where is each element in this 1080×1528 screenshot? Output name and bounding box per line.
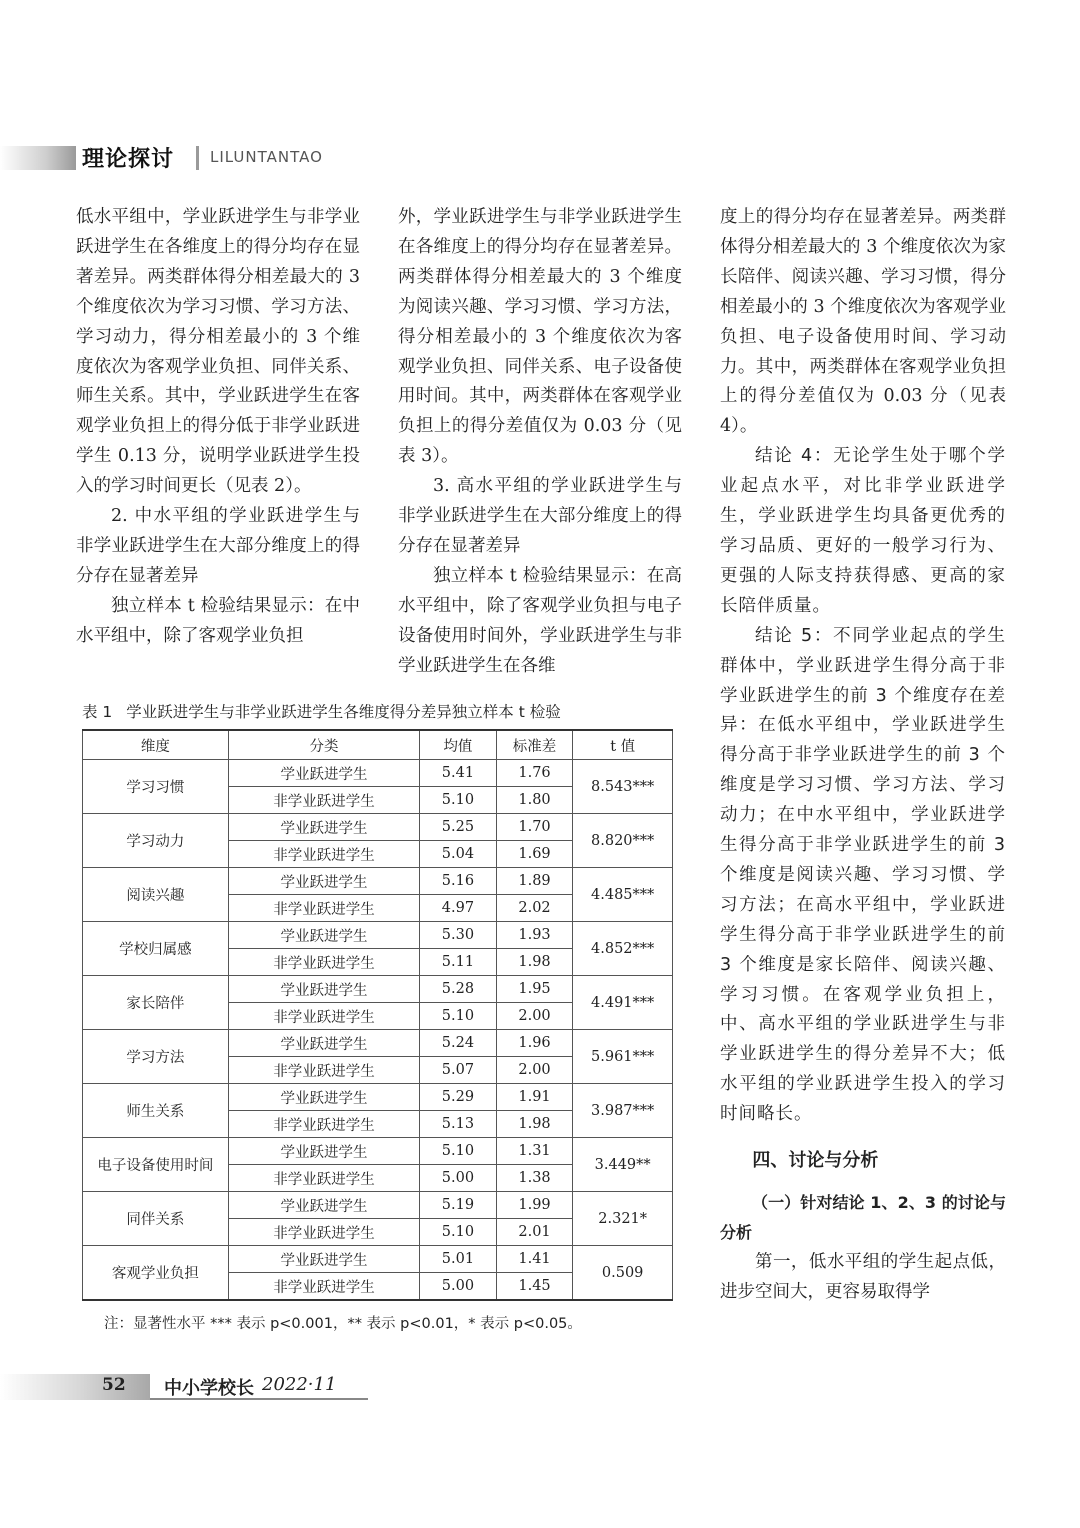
cell-sd: 1.96 bbox=[496, 1030, 573, 1057]
cell-category: 非学业跃进学生 bbox=[228, 787, 419, 814]
table-row bbox=[83, 760, 673, 787]
section-title: 理论探讨 bbox=[82, 147, 175, 172]
text-column-1 bbox=[76, 203, 360, 652]
cell-dimension: 学校归属感 bbox=[83, 922, 229, 976]
text-column-2 bbox=[398, 203, 682, 682]
cell-category: 学业跃进学生 bbox=[228, 922, 419, 949]
cell-category: 非学业跃进学生 bbox=[228, 949, 419, 976]
cell-mean: 5.24 bbox=[420, 1030, 497, 1057]
cell-dimension: 家长陪伴 bbox=[83, 976, 229, 1030]
page-number: 52 bbox=[102, 1375, 126, 1395]
cell-category: 学业跃进学生 bbox=[228, 868, 419, 895]
cell-sd: 1.98 bbox=[496, 1111, 573, 1138]
cell-category: 学业跃进学生 bbox=[228, 1192, 419, 1219]
subheading: 3. 高水平组的学业跃进学生与非学业跃进学生在大部分维度上的得分存在显著差异 bbox=[398, 476, 682, 556]
cell-sd: 1.70 bbox=[496, 814, 573, 841]
cell-sd: 1.99 bbox=[496, 1192, 573, 1219]
results-table bbox=[82, 729, 673, 1301]
cell-mean: 5.04 bbox=[420, 841, 497, 868]
cell-t-value: 8.820*** bbox=[573, 814, 673, 868]
cell-dimension: 阅读兴趣 bbox=[83, 868, 229, 922]
cell-category: 非学业跃进学生 bbox=[228, 1165, 419, 1192]
header-t-value: t 值 bbox=[573, 730, 673, 760]
cell-dimension: 师生关系 bbox=[83, 1084, 229, 1138]
cell-t-value: 3.449** bbox=[573, 1138, 673, 1192]
issue-number: 2022·11 bbox=[262, 1374, 337, 1395]
paragraph: 第一，低水平组的学生起点低，进步空间大，更容易取得学 bbox=[720, 1251, 1006, 1302]
cell-mean: 5.10 bbox=[420, 1003, 497, 1030]
cell-mean: 5.13 bbox=[420, 1111, 497, 1138]
table-row bbox=[83, 976, 673, 1003]
cell-category: 非学业跃进学生 bbox=[228, 1111, 419, 1138]
cell-sd: 2.01 bbox=[496, 1219, 573, 1246]
cell-category: 非学业跃进学生 bbox=[228, 895, 419, 922]
header-mean: 均值 bbox=[420, 730, 497, 760]
cell-category: 非学业跃进学生 bbox=[228, 841, 419, 868]
cell-mean: 5.28 bbox=[420, 976, 497, 1003]
cell-category: 学业跃进学生 bbox=[228, 760, 419, 787]
cell-mean: 5.11 bbox=[420, 949, 497, 976]
cell-mean: 5.00 bbox=[420, 1165, 497, 1192]
paragraph: 度上的得分均存在显著差异。两类群体得分相差最大的 3 个维度依次为家长陪伴、阅读兴趣、学习习惯，得分相差最小的 3 个维度依次为客观学业负担、电子设备使用时间、学习动力。其中，两类群体在客观学业负担上的得分差值仅为 0.03 分（见表 4）。 bbox=[720, 207, 1006, 437]
cell-sd: 1.80 bbox=[496, 787, 573, 814]
cell-t-value: 4.485*** bbox=[573, 868, 673, 922]
table-row bbox=[83, 1192, 673, 1219]
cell-dimension: 学习习惯 bbox=[83, 760, 229, 814]
cell-t-value: 0.509 bbox=[573, 1246, 673, 1301]
cell-dimension: 客观学业负担 bbox=[83, 1246, 229, 1301]
header-divider bbox=[196, 146, 199, 170]
table-row bbox=[83, 1246, 673, 1273]
cell-sd: 1.41 bbox=[496, 1246, 573, 1273]
magazine-name: 中小学校长 bbox=[164, 1378, 254, 1399]
header-sd: 标准差 bbox=[496, 730, 573, 760]
cell-dimension: 同伴关系 bbox=[83, 1192, 229, 1246]
table-note: 注：显著性水平 *** 表示 p<0.001，** 表示 p<0.01，* 表示 p<0.05。 bbox=[104, 1316, 582, 1332]
cell-sd: 2.00 bbox=[496, 1057, 573, 1084]
section-heading: 四、讨论与分析 bbox=[752, 1150, 879, 1172]
cell-mean: 5.16 bbox=[420, 868, 497, 895]
cell-sd: 1.31 bbox=[496, 1138, 573, 1165]
table-caption bbox=[82, 700, 672, 722]
cell-t-value: 4.852*** bbox=[573, 922, 673, 976]
paragraph: 独立样本 t 检验结果显示：在高水平组中，除了客观学业负担与电子设备使用时间外，学业跃进学生与非学业跃进学生在各维 bbox=[398, 565, 682, 676]
cell-t-value: 5.961*** bbox=[573, 1030, 673, 1084]
cell-sd: 1.95 bbox=[496, 976, 573, 1003]
cell-category: 非学业跃进学生 bbox=[228, 1057, 419, 1084]
cell-sd: 1.91 bbox=[496, 1084, 573, 1111]
cell-sd: 2.02 bbox=[496, 895, 573, 922]
table-body bbox=[83, 760, 673, 1301]
subheading: 2. 中水平组的学业跃进学生与非学业跃进学生在大部分维度上的得分存在显著差异 bbox=[76, 506, 360, 586]
conclusion-4: 结论 4：无论学生处于哪个学业起点水平，对比非学业跃进学生，学业跃进学生均具备更优秀的学习品质、更好的一般学习行为、更强的人际支持获得感、更高的家长陪伴质量。 bbox=[720, 446, 1006, 616]
cell-category: 学业跃进学生 bbox=[228, 1084, 419, 1111]
cell-category: 学业跃进学生 bbox=[228, 1246, 419, 1273]
cell-sd: 1.69 bbox=[496, 841, 573, 868]
cell-sd: 1.89 bbox=[496, 868, 573, 895]
cell-category: 非学业跃进学生 bbox=[228, 1003, 419, 1030]
conclusion-5: 结论 5：不同学业起点的学生群体中，学业跃进学生得分高于非学业跃进学生的前 3 个维度存在差异：在低水平组中，学业跃进学生得分高于非学业跃进学生的前 3 个维度是学习习惯、学习方法、学习动力；在中水平组中，学业跃进学生得分高于非学业跃进学生的前 3 个维度是阅读兴趣、学习习惯、学习方法；在高水平组中，学业跃进学生得分高于非学业跃进学生的前 3 个维度是家长陪伴、阅读兴趣、学习习惯。在客观学业负担上，中、高水平组的学业跃进学生与非学业跃进学生的得分差异不大；低水平组的学业跃进学生投入的学习时间略长。 bbox=[720, 625, 1006, 1125]
cell-mean: 4.97 bbox=[420, 895, 497, 922]
paragraph: 外，学业跃进学生与非学业跃进学生在各维度上的得分均存在显著差异。两类群体得分相差最大的 3 个维度为阅读兴趣、学习习惯、学习方法，得分相差最小的 3 个维度依次为客观学业负担、同伴关系、电子设备使用时间。其中，两类群体在客观学业负担上的得分差值仅为 0.03 分（见表 3）。 bbox=[398, 207, 682, 467]
cell-category: 非学业跃进学生 bbox=[228, 1273, 419, 1301]
cell-mean: 5.01 bbox=[420, 1246, 497, 1273]
cell-mean: 5.29 bbox=[420, 1084, 497, 1111]
cell-dimension: 学习方法 bbox=[83, 1030, 229, 1084]
cell-mean: 5.41 bbox=[420, 760, 497, 787]
cell-sd: 1.93 bbox=[496, 922, 573, 949]
table-row bbox=[83, 1030, 673, 1057]
cell-mean: 5.10 bbox=[420, 1219, 497, 1246]
cell-sd: 1.76 bbox=[496, 760, 573, 787]
cell-mean: 5.30 bbox=[420, 922, 497, 949]
table-caption-label: 表 1 bbox=[82, 703, 113, 721]
footer-decor-bar bbox=[0, 1374, 150, 1400]
cell-mean: 5.10 bbox=[420, 787, 497, 814]
table-row bbox=[83, 1138, 673, 1165]
table-row bbox=[83, 922, 673, 949]
cell-sd: 2.00 bbox=[496, 1003, 573, 1030]
paragraph: 独立样本 t 检验结果显示：在中水平组中，除了客观学业负担 bbox=[76, 595, 360, 646]
cell-sd: 1.45 bbox=[496, 1273, 573, 1301]
subsection-heading: （一）针对结论 1、2、3 的讨论与分析 bbox=[720, 1193, 1006, 1242]
header-decor-bar bbox=[0, 146, 76, 170]
table-row bbox=[83, 814, 673, 841]
cell-category: 学业跃进学生 bbox=[228, 1030, 419, 1057]
text-column-3 bbox=[720, 203, 1006, 1308]
table-caption-text: 学业跃进学生与非学业跃进学生各维度得分差异独立样本 t 检验 bbox=[126, 703, 561, 721]
paragraph: 低水平组中，学业跃进学生与非学业跃进学生在各维度上的得分均存在显著差异。两类群体得分相差最大的 3 个维度依次为学习习惯、学习方法、学习动力，得分相差最小的 3 个维度依次为客观学业负担、同伴关系、师生关系。其中，学业跃进学生在客观学业负担上的得分低于非学业跃进学生 0.13 分，说明学业跃进学生投入的学习时间更长（见表 2）。 bbox=[76, 207, 360, 497]
cell-sd: 1.38 bbox=[496, 1165, 573, 1192]
header-category: 分类 bbox=[228, 730, 419, 760]
cell-t-value: 8.543*** bbox=[573, 760, 673, 814]
table-row bbox=[83, 868, 673, 895]
cell-mean: 5.00 bbox=[420, 1273, 497, 1301]
cell-dimension: 学习动力 bbox=[83, 814, 229, 868]
cell-dimension: 电子设备使用时间 bbox=[83, 1138, 229, 1192]
cell-t-value: 3.987*** bbox=[573, 1084, 673, 1138]
cell-mean: 5.10 bbox=[420, 1138, 497, 1165]
cell-sd: 1.98 bbox=[496, 949, 573, 976]
table-row bbox=[83, 1084, 673, 1111]
cell-mean: 5.25 bbox=[420, 814, 497, 841]
cell-mean: 5.07 bbox=[420, 1057, 497, 1084]
cell-mean: 5.19 bbox=[420, 1192, 497, 1219]
table-header-row bbox=[83, 730, 673, 760]
cell-category: 非学业跃进学生 bbox=[228, 1219, 419, 1246]
cell-category: 学业跃进学生 bbox=[228, 976, 419, 1003]
cell-t-value: 4.491*** bbox=[573, 976, 673, 1030]
header-dimension: 维度 bbox=[83, 730, 229, 760]
cell-t-value: 2.321* bbox=[573, 1192, 673, 1246]
cell-category: 学业跃进学生 bbox=[228, 1138, 419, 1165]
cell-category: 学业跃进学生 bbox=[228, 814, 419, 841]
section-subtitle: LILUNTANTAO bbox=[210, 148, 323, 166]
